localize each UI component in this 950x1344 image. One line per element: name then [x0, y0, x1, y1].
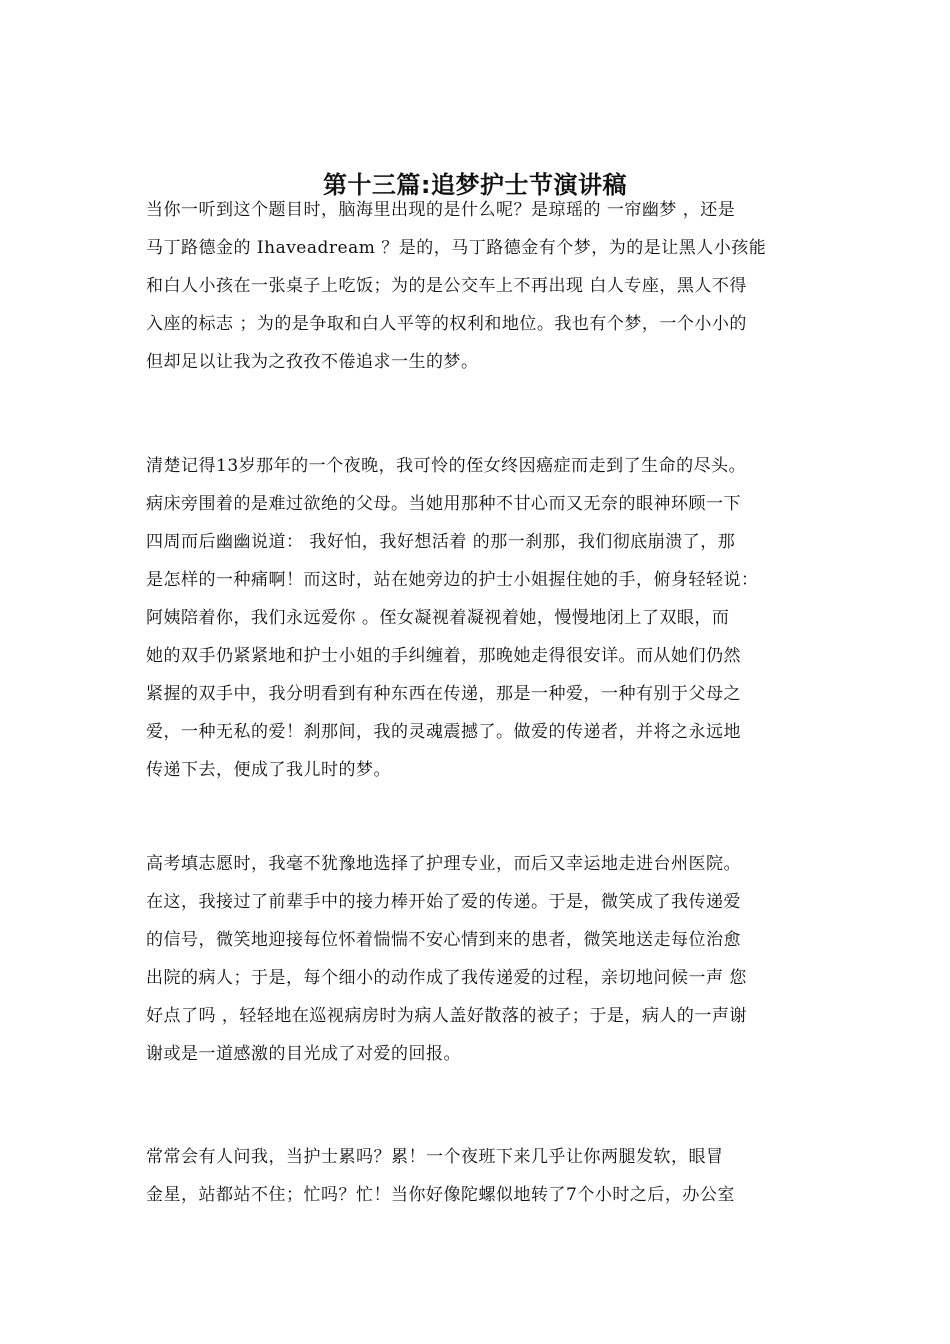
paragraph-line: 常常会有人问我，当护士累吗？累！一个夜班下来几乎让你两腿发软，眼冒	[146, 1147, 724, 1167]
paragraph-1	[146, 191, 826, 381]
document-title: 第十三篇:追梦护士节演讲稿	[322, 171, 628, 200]
paragraph-line: 清楚记得13岁那年的一个夜晚，我可怜的侄女终因癌症而走到了生命的尽头。	[146, 456, 747, 476]
paragraph-line: 的信号，微笑地迎接每位怀着惴惴不安心情到来的患者，微笑地送走每位治愈	[146, 930, 741, 950]
paragraph-line: 紧握的双手中，我分明看到有种东西在传递，那是一种爱，一种有别于父母之	[146, 684, 741, 704]
paragraph-line: 病床旁围着的是难过欲绝的父母。当她用那种不甘心而又无奈的眼神环顾一下	[146, 494, 741, 514]
paragraph-line: 和白人小孩在一张桌子上吃饭；为的是公交车上不再出现 白人专座，黑人不得	[146, 276, 747, 296]
paragraph-line: 但却足以让我为之孜孜不倦追求一生的梦。	[146, 352, 479, 372]
paragraph-3	[146, 845, 826, 1073]
paragraph-line: 高考填志愿时，我毫不犹豫地选择了护理专业，而后又幸运地走进台州医院。	[146, 854, 741, 874]
paragraph-line: 金星，站都站不住；忙吗？忙！当你好像陀螺似地转了7个小时之后，办公室	[146, 1185, 735, 1205]
paragraph-line: 是怎样的一种痛啊！而这时，站在她旁边的护士小姐握住她的手，俯身轻轻说：	[146, 570, 759, 590]
paragraph-line: 马丁路德金的 Ihaveadream ？是的，马丁路德金有个梦，为的是让黑人小孩能	[146, 238, 767, 258]
paragraph-line: 入座的标志 ；为的是争取和白人平等的权利和地位。我也有个梦，一个小小的	[146, 314, 747, 334]
paragraph-line: 阿姨陪着你，我们永远爱你 。侄女凝视着凝视着她，慢慢地闭上了双眼，而	[146, 608, 730, 628]
paragraph-2	[146, 447, 826, 789]
paragraph-line: 在这，我接过了前辈手中的接力棒开始了爱的传递。于是，微笑成了我传递爱	[146, 892, 741, 912]
paragraph-4	[146, 1138, 826, 1214]
paragraph-line: 好点了吗 ，轻轻地在巡视病房时为病人盖好散落的被子；于是，病人的一声谢	[146, 1006, 747, 1026]
paragraph-line: 她的双手仍紧紧地和护士小姐的手纠缠着，那晚她走得很安详。而从她们仍然	[146, 646, 741, 666]
paragraph-line: 谢或是一道感激的目光成了对爱的回报。	[146, 1044, 461, 1064]
paragraph-line: 四周而后幽幽说道： 我好怕，我好想活着 的那一刹那，我们彻底崩溃了，那	[146, 532, 736, 552]
paragraph-line: 传递下去，便成了我儿时的梦。	[146, 760, 391, 780]
paragraph-line: 出院的病人；于是，每个细小的动作成了我传递爱的过程，亲切地问候一声 您	[146, 968, 747, 988]
paragraph-line: 当你一听到这个题目时，脑海里出现的是什么呢？是琼瑶的 一帘幽梦 ，还是	[146, 200, 736, 220]
paragraph-line: 爱，一种无私的爱！刹那间，我的灵魂震撼了。做爱的传递者，并将之永远地	[146, 722, 741, 742]
